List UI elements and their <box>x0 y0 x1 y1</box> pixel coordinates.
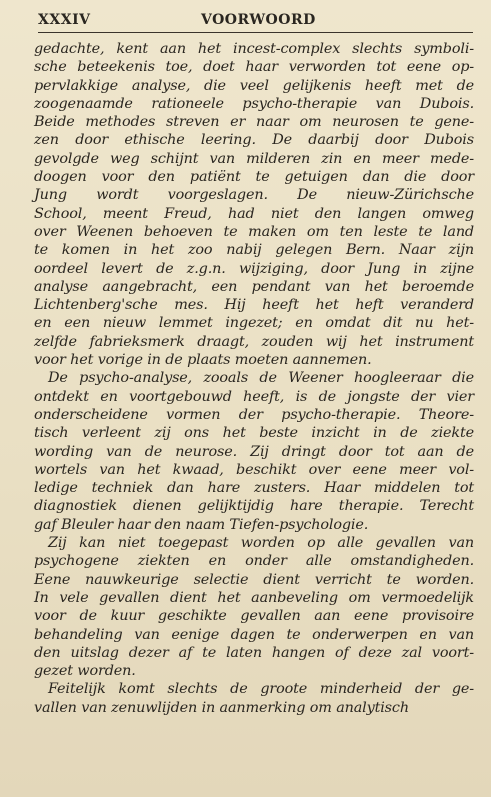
text-line: zen door ethische leering. De daarbij door Dubois <box>34 132 474 149</box>
text-line: gaf Bleuler haar den naam Tiefen-psychologie. <box>34 516 369 533</box>
body-text <box>34 40 474 717</box>
text-line: In vele gevallen dient het aanbeveling om vermoedelijk <box>34 589 474 606</box>
text-line: den uitslag dezer af te laten hangen of deze zal voort- <box>34 644 474 661</box>
text-line: De psycho-analyse, zooals de Weener hoogleeraar die <box>48 370 474 387</box>
text-line: wortels van het kwaad, beschikt over eene meer vol- <box>34 461 474 478</box>
text-line: Jung wordt voorgeslagen. De nieuw-Zürichsche <box>34 187 474 204</box>
text-line: gevolgde weg schijnt van milderen zin en meer mede- <box>34 150 474 167</box>
text-line: Beide methodes streven er naar om neurosen te gene- <box>34 114 474 131</box>
text-line: Feitelijk komt slechts de groote minderheid der ge- <box>48 681 474 698</box>
text-line: psychogene ziekten en onder alle omstandigheden. <box>34 553 474 570</box>
text-line: over Weenen behoeven te maken om ten leste te land <box>34 223 474 240</box>
text-line: behandeling van eenige dagen te onderwerpen en van <box>34 626 474 643</box>
text-line: doogen voor den patiënt te getuigen dan die door <box>34 169 474 186</box>
paragraph <box>34 369 474 534</box>
text-line: ledige techniek dan hare zusters. Haar middelen tot <box>34 480 474 497</box>
text-line: Zij kan niet toegepast worden op alle gevallen van <box>48 535 474 552</box>
text-line: tisch verleent zij ons het beste inzicht in de ziekte <box>34 425 474 442</box>
running-title: VOORWOORD <box>201 12 316 28</box>
paragraph <box>34 40 474 369</box>
text-line: analyse aangebracht, een pendant van het beroemde <box>34 278 474 295</box>
text-line: pervlakkige analyse, die veel gelijkenis heeft met de <box>34 77 474 94</box>
text-line: oordeel levert de z.g.n. wijziging, door Jung in zijne <box>34 260 474 277</box>
page-number: XXXIV <box>38 12 91 28</box>
text-line: zoogenaamde rationeele psycho-therapie van Dubois. <box>34 95 474 112</box>
text-line: voor de kuur geschikte gevallen aan eene provisoire <box>34 608 474 625</box>
text-line: gedachte, kent aan het incest-complex slechts symboli- <box>34 41 474 57</box>
paragraph <box>34 680 474 717</box>
page-header <box>38 10 473 33</box>
text-line: wording van de neurose. Zij dringt door tot aan de <box>34 443 474 460</box>
text-line: Eene nauwkeurige selectie dient verricht te worden. <box>34 571 474 588</box>
text-line: gezet worden. <box>34 663 136 680</box>
paragraph <box>34 534 474 680</box>
text-line: School, meent Freud, had niet den langen omweg <box>34 205 474 222</box>
text-line: onderscheidene vormen der psycho-therapie. Theore- <box>34 406 474 423</box>
text-line: vallen van zenuwlijden in aanmerking om analytisch <box>34 699 409 716</box>
text-line: ontdekt en voortgebouwd heeft, is de jongste der vier <box>34 388 474 405</box>
text-line: zelfde fabrieksmerk draagt, zouden wij het instrument <box>34 333 474 350</box>
text-line: voor het vorige in de plaats moeten aannemen. <box>34 352 372 369</box>
text-line: en een nieuw lemmet ingezet; en omdat dit nu het- <box>34 315 474 332</box>
text-line: Lichtenberg'sche mes. Hij heeft het heft veranderd <box>34 297 474 314</box>
text-line: sche beteekenis toe, doet haar verworden tot eene op- <box>34 59 474 76</box>
text-line: diagnostiek dienen gelijktijdig hare therapie. Terecht <box>34 498 474 515</box>
text-line: te komen in het zoo nabij gelegen Bern. Naar zijn <box>34 242 474 259</box>
